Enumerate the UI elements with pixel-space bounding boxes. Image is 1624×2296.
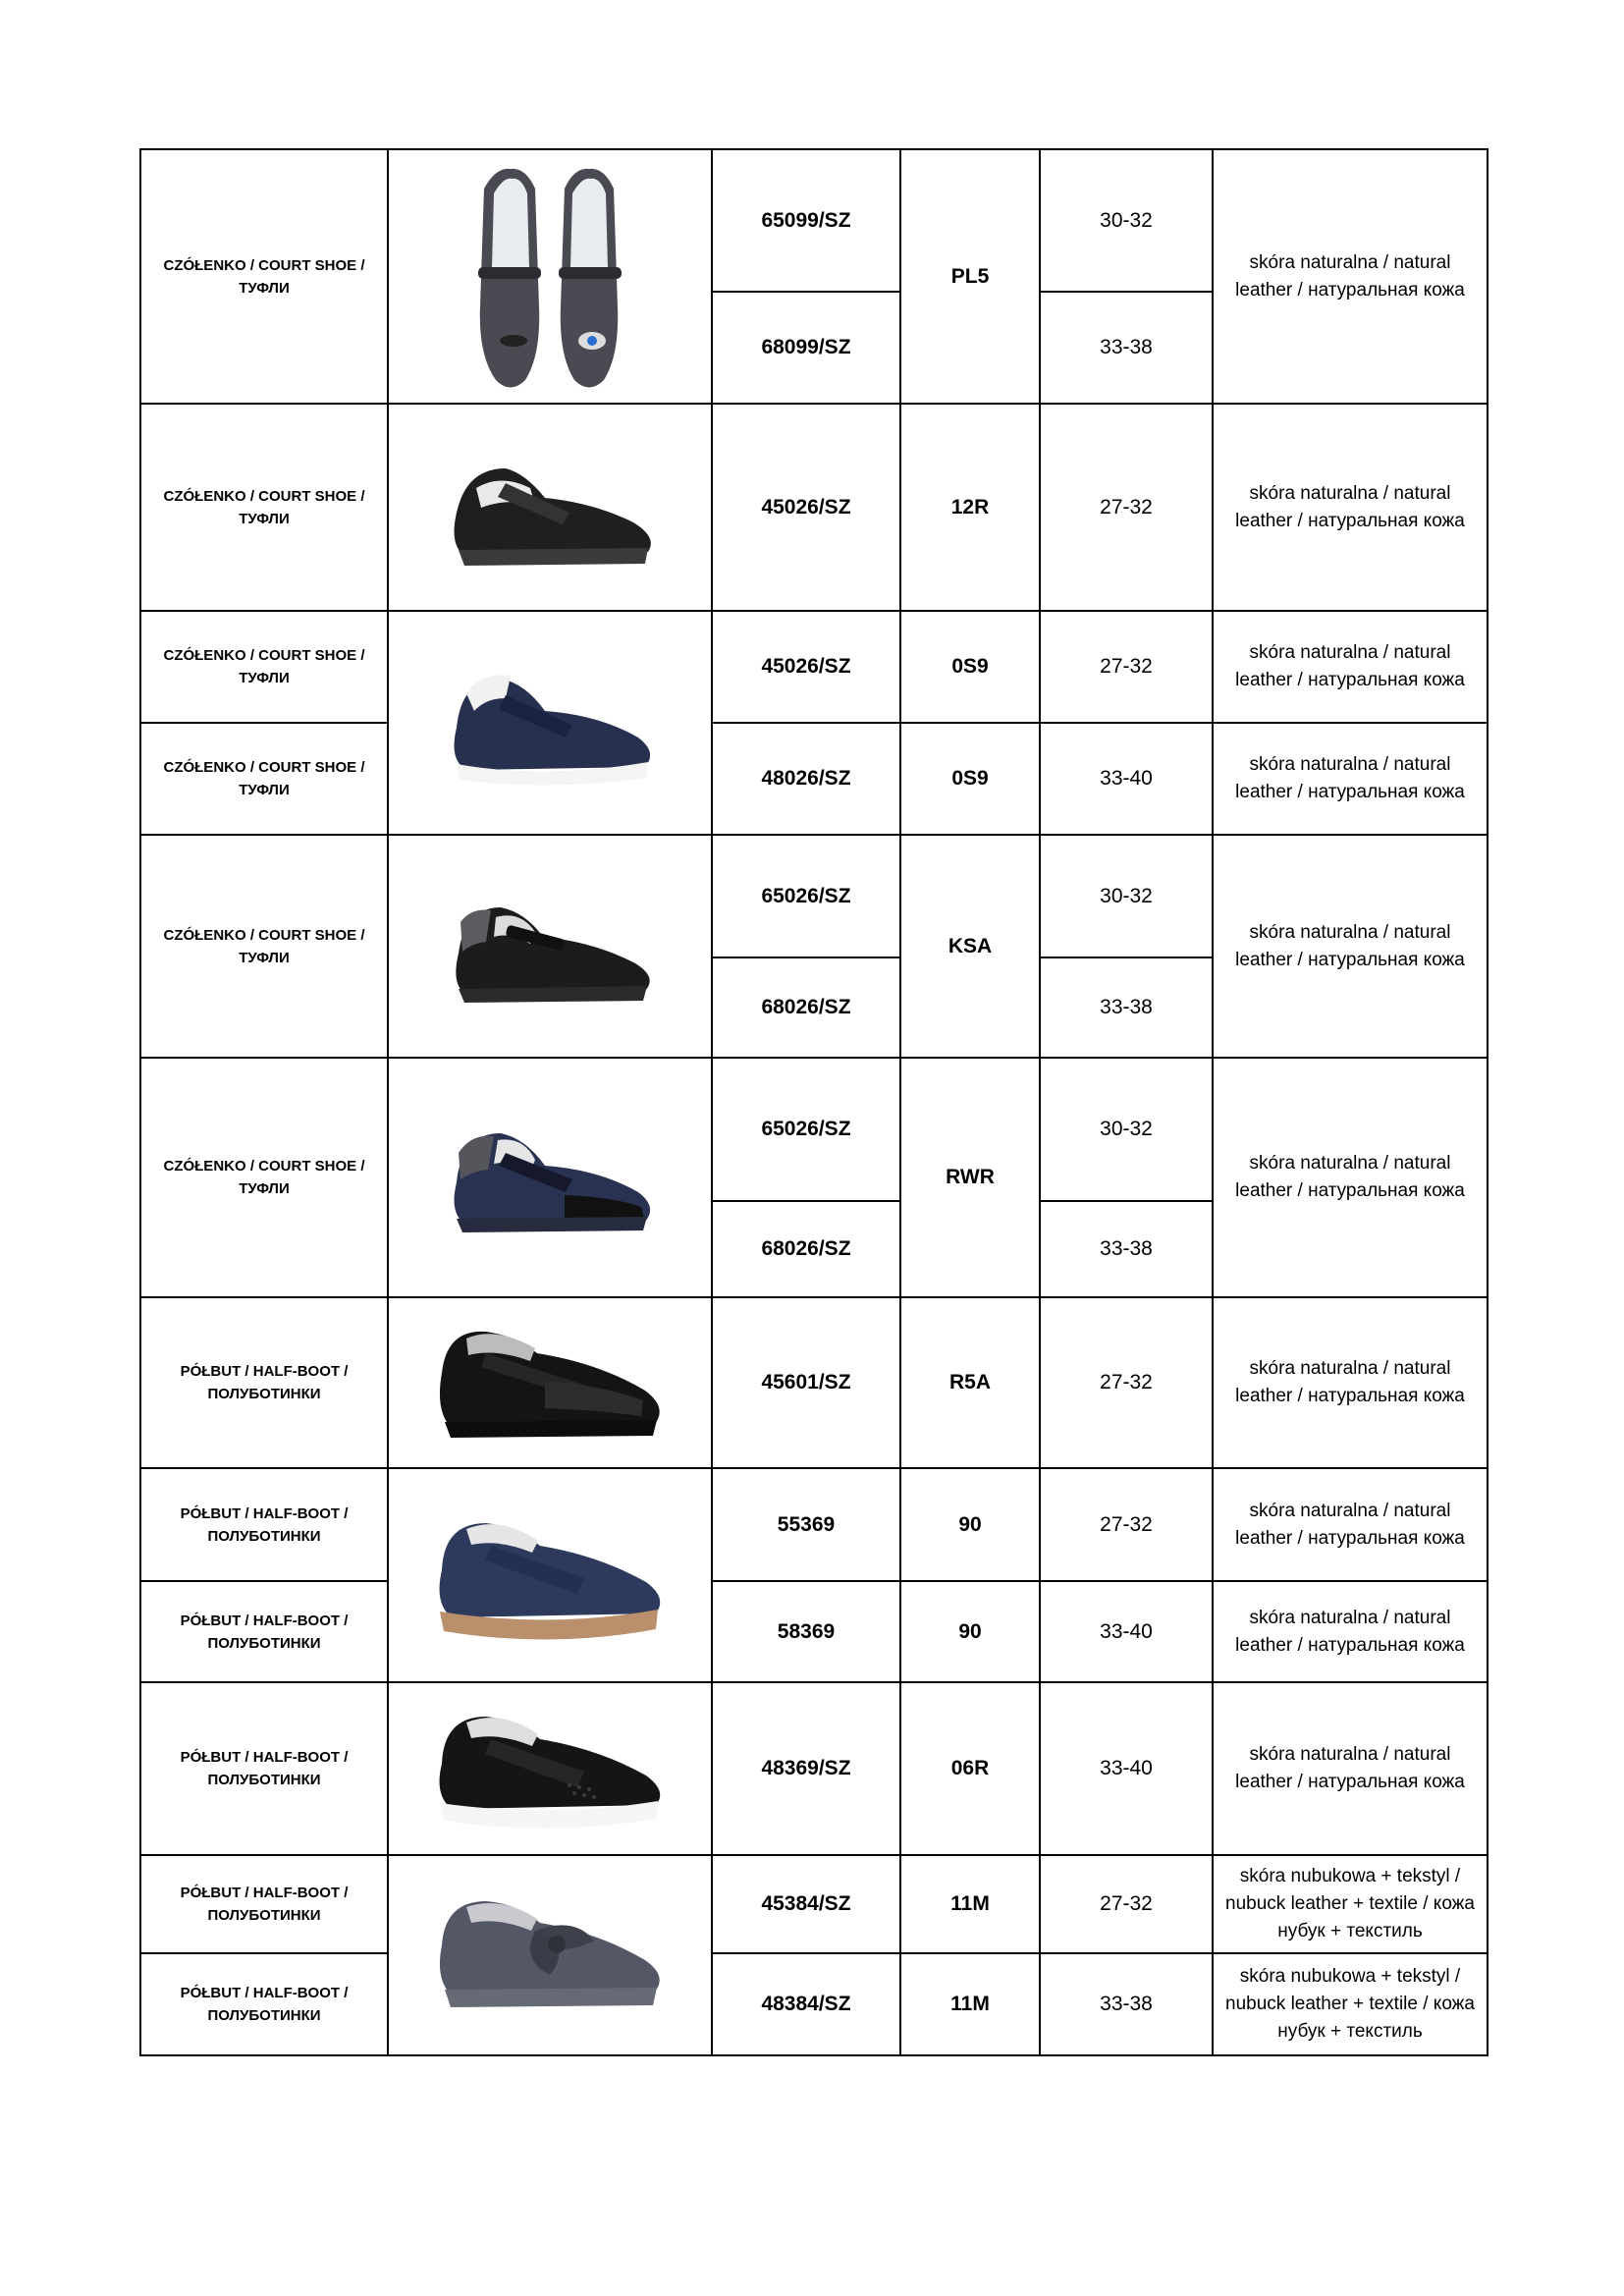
product-type: PÓŁBUT / HALF-BOOT / ПОЛУБОТИНКИ xyxy=(140,1953,388,2055)
color-code: 11M xyxy=(900,1953,1040,2055)
table-row xyxy=(140,723,1488,835)
table-row xyxy=(140,404,1488,611)
color-code: 0S9 xyxy=(900,611,1040,723)
product-photo xyxy=(388,149,712,404)
table-row xyxy=(140,1058,1488,1201)
size-range: 27-32 xyxy=(1040,1468,1213,1581)
table-row xyxy=(140,1855,1488,1953)
material: skóra naturalna / natural leather / натуральная кожа xyxy=(1213,723,1488,835)
product-type: PÓŁBUT / HALF-BOOT / ПОЛУБОТИНКИ xyxy=(140,1297,388,1468)
table-row xyxy=(140,611,1488,723)
product-type: PÓŁBUT / HALF-BOOT / ПОЛУБОТИНКИ xyxy=(140,1682,388,1855)
product-code: 65026/SZ xyxy=(712,835,900,957)
material: skóra naturalna / natural leather / натуральная кожа xyxy=(1213,1468,1488,1581)
color-code: 06R xyxy=(900,1682,1040,1855)
product-photo xyxy=(388,1855,712,2055)
product-code: 65026/SZ xyxy=(712,1058,900,1201)
product-photo xyxy=(388,1058,712,1297)
product-type: CZÓŁENKO / COURT SHOE / ТУФЛИ xyxy=(140,404,388,611)
shoe-black-perforated-velcro-icon xyxy=(422,1695,677,1842)
shoe-black-suede-strap-icon xyxy=(437,883,663,1011)
product-type: CZÓŁENKO / COURT SHOE / ТУФЛИ xyxy=(140,1058,388,1297)
material: skóra naturalna / natural leather / натуральная кожа xyxy=(1213,1058,1488,1297)
size-range: 33-40 xyxy=(1040,1682,1213,1855)
product-photo xyxy=(388,611,712,835)
product-code: 45601/SZ xyxy=(712,1297,900,1468)
product-type: CZÓŁENKO / COURT SHOE / ТУФЛИ xyxy=(140,149,388,404)
product-code: 48369/SZ xyxy=(712,1682,900,1855)
material: skóra naturalna / natural leather / натуральная кожа xyxy=(1213,404,1488,611)
product-photo xyxy=(388,1682,712,1855)
product-table xyxy=(139,148,1489,2056)
product-photo xyxy=(388,1297,712,1468)
product-type: CZÓŁENKO / COURT SHOE / ТУФЛИ xyxy=(140,835,388,1058)
product-photo xyxy=(388,835,712,1058)
shoe-grey-bow-slipon-icon xyxy=(427,1882,673,2029)
size-range: 27-32 xyxy=(1040,1855,1213,1953)
shoe-navy-loafer-icon xyxy=(422,1502,677,1649)
product-photo xyxy=(388,1468,712,1682)
product-code: 45026/SZ xyxy=(712,404,900,611)
table-row xyxy=(140,149,1488,292)
material: skóra nubukowa + tekstyl / nubuck leather + textile / кожа нубук + текстиль xyxy=(1213,1953,1488,2055)
shoe-black-velcro-icon xyxy=(437,444,663,572)
size-range: 27-32 xyxy=(1040,611,1213,723)
table-row xyxy=(140,1468,1488,1581)
product-code: 68026/SZ xyxy=(712,1201,900,1297)
product-code: 58369 xyxy=(712,1581,900,1682)
table-row xyxy=(140,1953,1488,2055)
material: skóra naturalna / natural leather / натуральная кожа xyxy=(1213,1682,1488,1855)
product-code: 45026/SZ xyxy=(712,611,900,723)
product-code: 55369 xyxy=(712,1468,900,1581)
product-code: 48026/SZ xyxy=(712,723,900,835)
size-range: 27-32 xyxy=(1040,404,1213,611)
color-code: 90 xyxy=(900,1581,1040,1682)
table-row xyxy=(140,1581,1488,1682)
color-code: 0S9 xyxy=(900,723,1040,835)
material: skóra naturalna / natural leather / натуральная кожа xyxy=(1213,835,1488,1058)
color-code: 12R xyxy=(900,404,1040,611)
color-code: R5A xyxy=(900,1297,1040,1468)
color-code: 11M xyxy=(900,1855,1040,1953)
product-code: 68026/SZ xyxy=(712,957,900,1058)
size-range: 27-32 xyxy=(1040,1297,1213,1468)
product-photo xyxy=(388,404,712,611)
product-code: 48384/SZ xyxy=(712,1953,900,2055)
color-code: KSA xyxy=(900,835,1040,1058)
table-row xyxy=(140,835,1488,957)
size-range: 33-40 xyxy=(1040,723,1213,835)
size-range: 33-38 xyxy=(1040,292,1213,404)
material: skóra nubukowa + tekstyl / nubuck leather + textile / кожа нубук + текстиль xyxy=(1213,1855,1488,1953)
color-code: 90 xyxy=(900,1468,1040,1581)
material: skóra naturalna / natural leather / натуральная кожа xyxy=(1213,149,1488,404)
color-code: PL5 xyxy=(900,149,1040,404)
color-code: RWR xyxy=(900,1058,1040,1297)
size-range: 33-40 xyxy=(1040,1581,1213,1682)
size-range: 33-38 xyxy=(1040,957,1213,1058)
table-row xyxy=(140,1682,1488,1855)
table-row xyxy=(140,1297,1488,1468)
size-range: 33-38 xyxy=(1040,1201,1213,1297)
product-type: CZÓŁENKO / COURT SHOE / ТУФЛИ xyxy=(140,611,388,723)
material: skóra naturalna / natural leather / натуральная кожа xyxy=(1213,1581,1488,1682)
product-type: PÓŁBUT / HALF-BOOT / ПОЛУБОТИНКИ xyxy=(140,1468,388,1581)
size-range: 30-32 xyxy=(1040,835,1213,957)
product-type: CZÓŁENKO / COURT SHOE / ТУФЛИ xyxy=(140,723,388,835)
product-type: PÓŁBUT / HALF-BOOT / ПОЛУБОТИНКИ xyxy=(140,1581,388,1682)
shoe-black-patent-halfboot-icon xyxy=(427,1314,673,1451)
product-code: 68099/SZ xyxy=(712,292,900,404)
size-range: 33-38 xyxy=(1040,1953,1213,2055)
shoe-navy-mesh-strap-icon xyxy=(437,1109,663,1246)
shoe-glitter-mary-jane-icon xyxy=(457,159,643,395)
size-range: 30-32 xyxy=(1040,1058,1213,1201)
size-range: 30-32 xyxy=(1040,149,1213,292)
shoe-navy-velcro-icon xyxy=(437,654,663,792)
product-code: 65099/SZ xyxy=(712,149,900,292)
product-code: 45384/SZ xyxy=(712,1855,900,1953)
material: skóra naturalna / natural leather / натуральная кожа xyxy=(1213,611,1488,723)
product-type: PÓŁBUT / HALF-BOOT / ПОЛУБОТИНКИ xyxy=(140,1855,388,1953)
material: skóra naturalna / natural leather / натуральная кожа xyxy=(1213,1297,1488,1468)
